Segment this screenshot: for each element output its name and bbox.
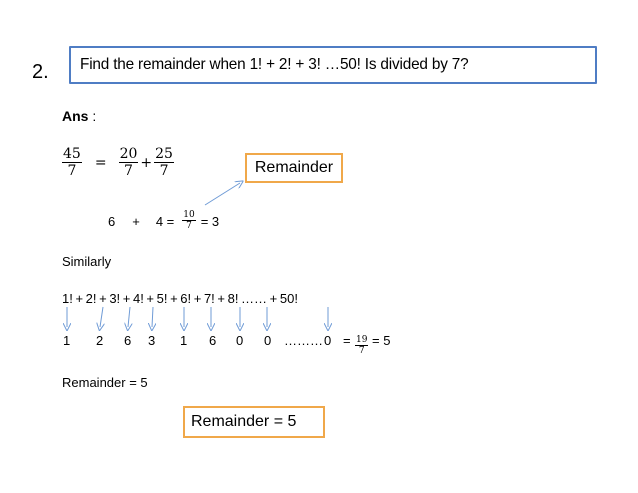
fraction-numerator: 45	[63, 146, 81, 162]
remainder-4: 3	[148, 333, 156, 348]
fraction-denominator: 7	[124, 163, 133, 180]
fraction-numerator: 25	[155, 146, 173, 162]
equals-sign: =	[94, 154, 107, 171]
fraction-numerator: 19	[356, 335, 368, 345]
remainder-5: 1	[180, 333, 188, 348]
fraction-denominator: 7	[67, 163, 77, 180]
plus-sign: +	[140, 154, 153, 171]
remainder-1: 1	[63, 333, 71, 348]
remainder-6: 6	[209, 333, 217, 348]
result-3: = 3	[200, 213, 220, 229]
arrow-down-3	[128, 307, 130, 327]
remainder-8: 0	[264, 333, 272, 348]
value-6: 6	[108, 213, 116, 229]
fraction-denominator: 7	[186, 221, 192, 232]
remainder-50: 0	[324, 333, 332, 348]
answer-colon: :	[92, 108, 97, 124]
final-answer-box: Remainder = 5	[183, 406, 325, 438]
remainder-result-line: Remainder = 5	[62, 375, 148, 390]
remainder-3: 6	[124, 333, 132, 348]
equals-sign: =	[343, 333, 351, 348]
remainder-2: 2	[96, 333, 104, 348]
fraction-denominator: 7	[358, 346, 365, 357]
result-5: = 5	[372, 333, 391, 348]
question-text: Find the remainder when 1! + 2! + 3! …50! Is divided by 7?	[80, 56, 469, 73]
arrow-down-2	[100, 307, 103, 327]
question-number: 2.	[32, 61, 49, 83]
fraction-numerator: 10	[183, 210, 195, 220]
similarly-text: Similarly	[62, 254, 112, 269]
ellipsis: ………	[284, 333, 323, 348]
value-4-equals: 4 =	[155, 213, 175, 229]
fraction-19-7	[355, 327, 368, 357]
arrow-to-remainder	[205, 183, 240, 205]
remainder-callout: Remainder	[245, 153, 343, 183]
factorial-sum: 1! + 2! + 3! + 4! + 5! + 6! + 7! + 8! …… + 50!	[62, 291, 298, 306]
fraction-denominator: 7	[159, 163, 169, 180]
arrow-down-4	[152, 307, 153, 327]
plus-sign: +	[132, 213, 140, 229]
fraction-19-7-inner	[355, 335, 368, 357]
remainder-7: 0	[236, 333, 244, 348]
fraction-numerator: 20	[119, 146, 138, 162]
answer-label-text: Ans	[62, 108, 89, 124]
